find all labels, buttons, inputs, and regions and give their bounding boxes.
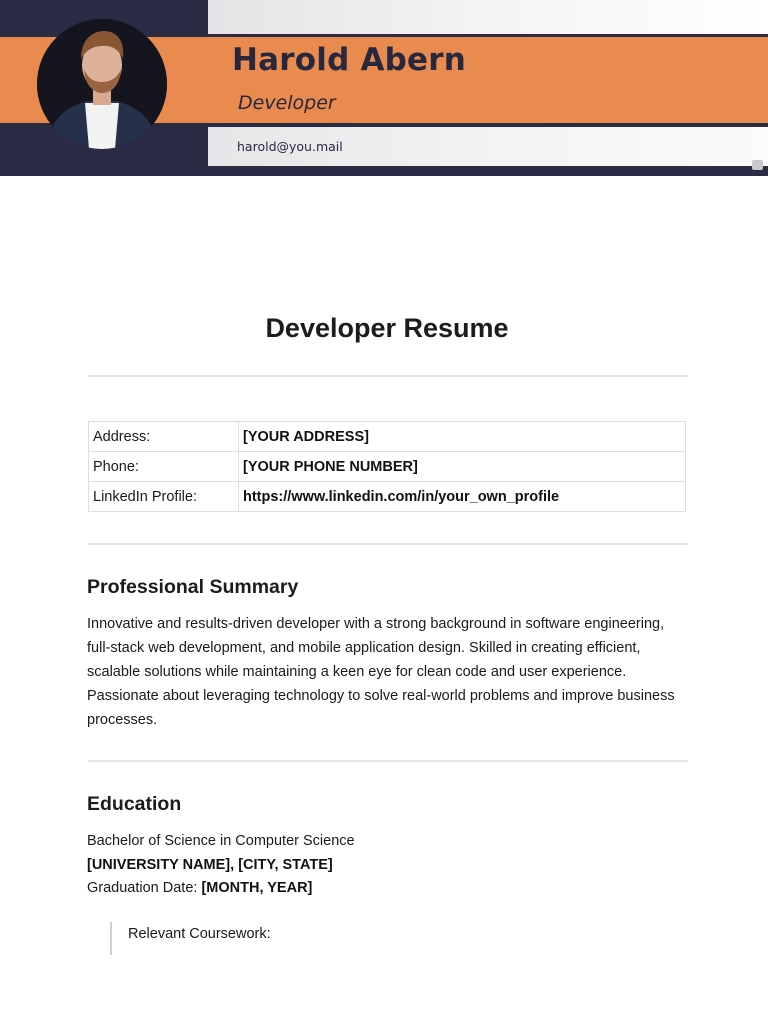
education-degree: Bachelor of Science in Computer Science xyxy=(87,833,355,849)
contact-label: Phone: xyxy=(89,452,239,482)
coursework-label: Relevant Coursework: xyxy=(128,926,271,942)
school-name: [UNIVERSITY NAME], [CITY, STATE] xyxy=(87,857,333,873)
table-row xyxy=(89,482,686,512)
contact-value: [YOUR PHONE NUMBER] xyxy=(239,452,686,482)
divider xyxy=(88,760,688,762)
resume-header xyxy=(0,0,768,176)
graduation-value: [MONTH, YEAR] xyxy=(201,880,313,896)
contact-label: LinkedIn Profile: xyxy=(89,482,239,512)
table-row xyxy=(89,422,686,452)
contact-table xyxy=(88,421,686,512)
education-heading: Education xyxy=(87,793,182,815)
divider xyxy=(88,375,688,377)
person-role: Developer xyxy=(238,92,336,114)
summary-heading: Professional Summary xyxy=(87,576,299,598)
education-graduation xyxy=(87,880,312,896)
header-top-strip xyxy=(208,0,768,34)
education-school xyxy=(87,857,333,873)
coursework-block xyxy=(110,922,271,955)
divider xyxy=(88,543,688,545)
person-name: Harold Abern xyxy=(232,42,467,78)
corner-mark xyxy=(752,160,763,170)
person-email[interactable]: harold@you.mail xyxy=(237,139,343,154)
summary-text: Innovative and results-driven developer with a strong background in software engineering, full-stack web development, and mobile application design. Skilled in creating efficient, scalable solutions while maintaining a keen eye for clean code and user experience. Passionate about leveraging technology to solve real-world problems and improve business processes. xyxy=(87,616,675,728)
contact-value: [YOUR ADDRESS] xyxy=(239,422,686,452)
graduation-label: Graduation Date: xyxy=(87,880,198,896)
contact-label: Address: xyxy=(89,422,239,452)
linkedin-link[interactable]: https://www.linkedin.com/in/your_own_profile xyxy=(239,482,686,512)
table-row xyxy=(89,452,686,482)
avatar xyxy=(37,19,167,149)
document-title: Developer Resume xyxy=(265,313,509,343)
